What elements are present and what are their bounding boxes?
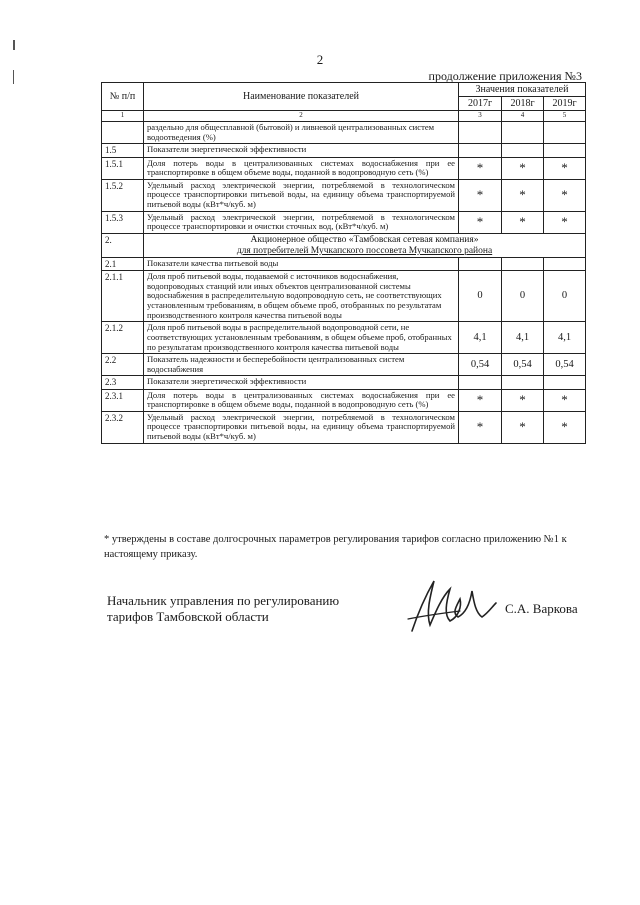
column-number: 2 [144, 111, 459, 122]
column-number-row [102, 111, 586, 122]
signatory-title-line: Начальник управления по регулированию [107, 593, 340, 608]
row-num: 1.5 [102, 144, 144, 157]
row-value: * [459, 157, 502, 179]
header-year: 2017г [459, 97, 502, 111]
row-name: Доля проб питьевой воды, подаваемой с источников водоснабжения, водопроводных станций или иных объектов централизованной системы водоснабжения в распределительную водопроводную сеть, не соответствующих установленным требованиям, в общем объеме проб, отобранных по результатам производственного контроля качества питьевой воды [144, 271, 459, 322]
row-value: 0,54 [544, 354, 586, 376]
row-value [502, 122, 544, 144]
row-value: 0 [544, 271, 586, 322]
table-row [102, 411, 586, 443]
footnote: * утверждены в составе долгосрочных параметров регулирования тарифов согласно приложению №1 к настоящему приказу. [104, 534, 567, 560]
table-row [102, 354, 586, 376]
header-year: 2019г [544, 97, 586, 111]
row-value: * [502, 389, 544, 411]
table-row [102, 389, 586, 411]
table-row [102, 322, 586, 354]
column-number: 3 [459, 111, 502, 122]
header-values: Значения показателей [459, 83, 586, 97]
row-name: Доля проб питьевой воды в распределительной водопроводной сети, не соответствующих установленным требованиям, в общем объеме проб, отобранных по результатам производственного контроля качества питьевой воды [144, 322, 459, 354]
row-name: Показатели энергетической эффективности [144, 376, 459, 389]
row-num: 2.3.2 [102, 411, 144, 443]
column-number: 1 [102, 111, 144, 122]
indicators-table [101, 82, 586, 444]
row-value: * [459, 411, 502, 443]
row-num: 1.5.2 [102, 179, 144, 211]
row-value: * [459, 211, 502, 233]
row-name: Удельный расход электрической энергии, потребляемой в технологическом процессе транспортировки и очистки сточных вод, (кВт*ч/куб. м) [144, 211, 459, 233]
row-value: 0 [459, 271, 502, 322]
row-name: Доля потерь воды в централизованных системах водоснабжения при ее транспортировке в общем объеме воды, поданной в водопроводную сеть (%) [144, 389, 459, 411]
row-value [544, 122, 586, 144]
row-value [502, 258, 544, 271]
row-value: * [502, 211, 544, 233]
signatory-name: С.А. Варкова [505, 601, 578, 616]
row-value: 0,54 [502, 354, 544, 376]
table-row [102, 144, 586, 157]
row-num: 2.2 [102, 354, 144, 376]
signatory-title [107, 593, 339, 626]
margin-scan-mark [13, 40, 15, 50]
signatory-title-line: тарифов Тамбовской области [107, 609, 269, 625]
row-num: 1.5.1 [102, 157, 144, 179]
organization-subtitle: для потребителей Мучкапского поссовета Мучкапского района [236, 245, 493, 256]
row-value [502, 376, 544, 389]
row-num: 2.1.1 [102, 271, 144, 322]
row-value: 4,1 [544, 322, 586, 354]
row-value: * [544, 211, 586, 233]
row-value: * [502, 179, 544, 211]
table-row [102, 122, 586, 144]
table-row [102, 179, 586, 211]
row-num: 1.5.3 [102, 211, 144, 233]
row-name: Удельный расход электрической энергии, потребляемой в технологическом процессе транспортировки питьевой воды, на единицу объема транспортируемой питьевой воды (кВт*ч/куб. м) [144, 179, 459, 211]
margin-scan-mark [13, 70, 14, 84]
row-value: * [459, 389, 502, 411]
page-number: 2 [316, 52, 324, 67]
header-num: № п/п [102, 83, 144, 111]
row-name: Показатели энергетической эффективности [144, 144, 459, 157]
row-value [544, 144, 586, 157]
header-name: Наименование показателей [144, 83, 459, 111]
row-num: 2.1.2 [102, 322, 144, 354]
row-value: * [544, 179, 586, 211]
row-value: * [502, 157, 544, 179]
row-value: 4,1 [502, 322, 544, 354]
table-row [102, 376, 586, 389]
row-value [502, 144, 544, 157]
row-value: * [544, 411, 586, 443]
table-row [102, 211, 586, 233]
row-name: Показатель надежности и бесперебойности централизованных систем водоснабжения [144, 354, 459, 376]
row-value: * [544, 157, 586, 179]
continuation-label: продолжение приложения №3 [428, 69, 582, 83]
row-num: 2.3 [102, 376, 144, 389]
organization-title: Акционерное общество «Тамбовская сетевая компания» [250, 234, 479, 245]
row-name: Показатели качества питьевой воды [144, 258, 459, 271]
table-row-organization [102, 233, 586, 257]
row-value: 0 [502, 271, 544, 322]
row-num: 2. [102, 233, 144, 257]
row-num: 2.3.1 [102, 389, 144, 411]
organization-name [144, 233, 586, 257]
row-value [459, 376, 502, 389]
table-row [102, 258, 586, 271]
handwritten-signature [400, 573, 500, 638]
row-value [459, 258, 502, 271]
row-value: * [459, 179, 502, 211]
row-value: * [544, 389, 586, 411]
row-value: 4,1 [459, 322, 502, 354]
row-num: 2.1 [102, 258, 144, 271]
row-value [459, 122, 502, 144]
column-number: 5 [544, 111, 586, 122]
row-name: Доля потерь воды в централизованных системах водоснабжения при ее транспортировке в общем объеме воды, поданной в водопроводную сеть (%) [144, 157, 459, 179]
row-num [102, 122, 144, 144]
table-header-row [102, 83, 586, 97]
table-row [102, 157, 586, 179]
row-name: Удельный расход электрической энергии, потребляемой в технологическом процессе транспортировки питьевой воды, на единицу объема транспортируемой питьевой воды (кВт*ч/куб. м) [144, 411, 459, 443]
header-year: 2018г [502, 97, 544, 111]
row-name: раздельно для общесплавной (бытовой) и ливневой централизованных систем водоотведения (%) [144, 122, 459, 144]
row-value: * [502, 411, 544, 443]
row-value [544, 258, 586, 271]
row-value: 0,54 [459, 354, 502, 376]
row-value [459, 144, 502, 157]
row-value [544, 376, 586, 389]
column-number: 4 [502, 111, 544, 122]
table-row [102, 271, 586, 322]
